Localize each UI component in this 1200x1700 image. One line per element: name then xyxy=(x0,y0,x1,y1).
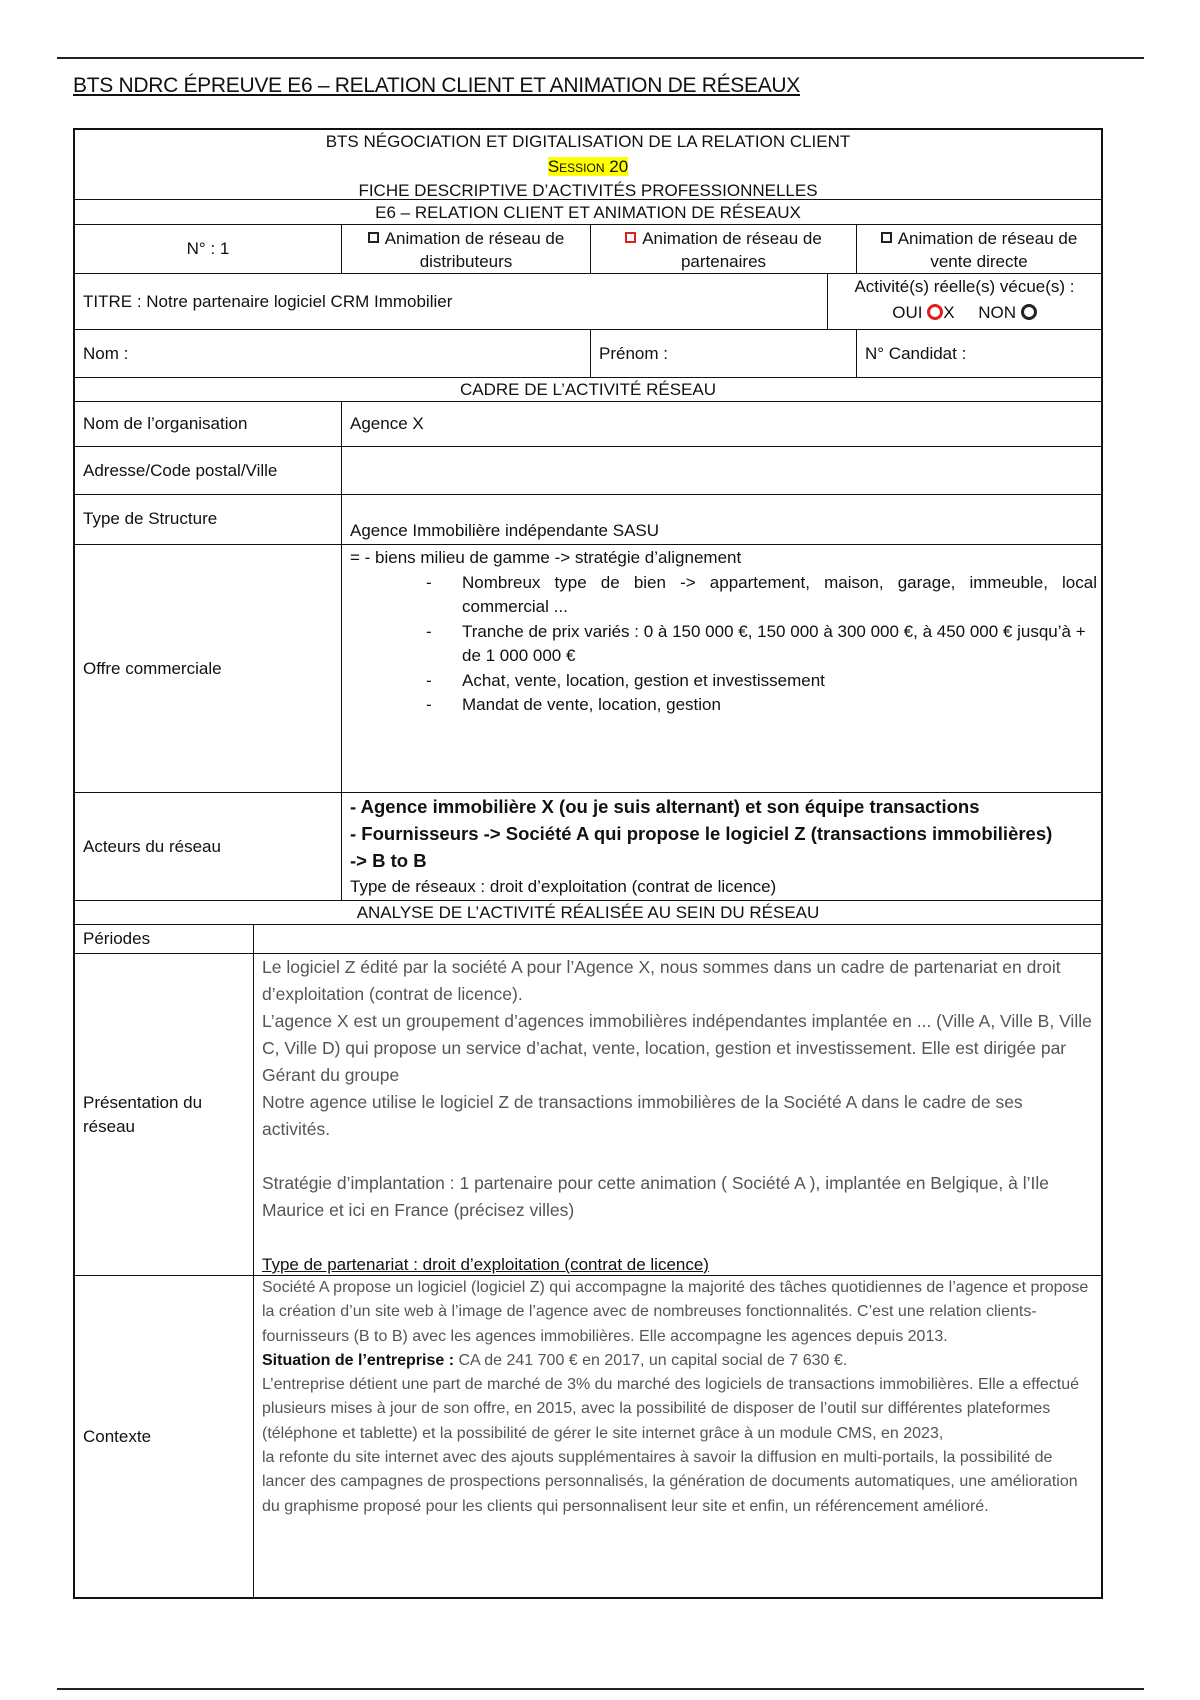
structure-row xyxy=(75,494,1101,544)
nom-field: Nom : xyxy=(83,343,129,363)
presentation-paragraph: Le logiciel Z édité par la société A pour l’Agence X, nous sommes dans un cadre de partenariat en droit d’exploitation (contrat de licence). xyxy=(262,957,1061,1004)
option-distributeurs[interactable] xyxy=(341,225,590,273)
acteurs-content xyxy=(341,793,1101,900)
session-label: Session 20 xyxy=(547,156,629,176)
list-item: - Achat, vente, location, gestion et investissement xyxy=(462,669,1097,694)
presentation-content xyxy=(253,954,1101,1275)
bottom-rule xyxy=(57,1688,1144,1690)
periodes-value xyxy=(253,925,1101,953)
header-line-4: E6 – RELATION CLIENT ET ANIMATION DE RÉSEAUX xyxy=(375,203,801,222)
option-label: Animation de réseau de vente directe xyxy=(897,229,1078,271)
offre-row xyxy=(75,544,1101,792)
checkbox-icon[interactable] xyxy=(625,232,636,243)
organisation-label: Nom de l’organisation xyxy=(83,414,248,433)
contexte-paragraph: L’entreprise détient une part de marché de 3% du marché des logiciels de transactions immobilières. Elle a effectué plusieurs mises à jour de son offre, en 2015, avec la possibilité de disposer de l’outil sur différentes plateformes (téléphone et tablette) et la possibilité de gérer le site internet grâce à un module CMS, en 2023, xyxy=(262,1376,1080,1442)
list-item: - Nombreux type de bien -> appartement, maison, garage, immeuble, local commercial ... xyxy=(462,571,1097,620)
contexte-row xyxy=(75,1275,1101,1597)
list-item: - Mandat de vente, location, gestion xyxy=(462,693,1097,718)
acteurs-line: -> B to B xyxy=(350,850,427,871)
header-line-1: BTS NÉGOCIATION ET DIGITALISATION DE LA RELATION CLIENT xyxy=(325,132,851,151)
oui-label: OUI xyxy=(892,303,923,322)
type-value: Agence Immobilière indépendante SASU xyxy=(341,495,1101,544)
contexte-content xyxy=(253,1276,1101,1597)
adresse-row xyxy=(75,446,1101,494)
presentation-paragraph: L’agence X est un groupement d’agences immobilières indépendantes implantée en ... (Ville A, Ville B, Ville C, Ville D) qui propose un service d’achat, vente, location, gestion et investissement. Elle est dirigée par Gérant du groupe xyxy=(262,1011,1092,1085)
periodes-row xyxy=(75,924,1101,953)
activity-sheet xyxy=(73,128,1103,1599)
presentation-paragraph: Notre agence utilise le logiciel Z de transactions immobilières de la Société A dans le cadre de ses activités. xyxy=(262,1092,1023,1139)
contexte-paragraph: Société A propose un logiciel (logiciel Z) qui accompagne la majorité des tâches quotidiennes de l’agence et propose la création d’un site web à l’image de l’agence avec de nombreuses fonctionnalités. C’est une relation clients-fournisseurs (B to B) avec les agences immobilières. Elle accompagne les agences depuis 2013. xyxy=(262,1279,1089,1345)
checkbox-icon[interactable] xyxy=(368,232,379,243)
contexte-paragraph: la refonte du site internet avec des ajouts supplémentaires à savoir la diffusion en multi-portails, la possibilité de lancer des campagnes de prospections personnalisés, la génération de documents automatiques, une amélioration du graphisme proposé pour les clients qui personnalisent leur site et enfin, un référencement amélioré. xyxy=(262,1449,1078,1515)
activite-label: Activité(s) réelle(s) vécue(s) : xyxy=(854,277,1075,296)
radio-circle-icon[interactable] xyxy=(927,304,943,320)
option-vente-directe[interactable] xyxy=(856,225,1101,273)
offre-list xyxy=(350,571,1097,718)
cadre-title: CADRE DE L’ACTIVITÉ RÉSEAU xyxy=(459,380,716,399)
activite-mark: X xyxy=(943,303,955,322)
top-rule xyxy=(57,57,1144,59)
identity-row xyxy=(75,329,1101,377)
periodes-label: Périodes xyxy=(83,929,151,948)
titre-row xyxy=(75,273,1101,329)
acteurs-line: - Fournisseurs -> Société A qui propose le logiciel Z (transactions immobilières) xyxy=(350,823,1053,844)
acteurs-type: Type de réseaux : droit d’exploitation (contrat de licence) xyxy=(350,877,777,896)
page-title: BTS NDRC ÉPREUVE E6 – RELATION CLIENT ET ANIMATION DE RÉSEAUX xyxy=(73,74,800,97)
acteurs-line: - Agence immobilière X (ou je suis alternant) et son équipe transactions xyxy=(350,796,980,817)
options-row xyxy=(75,224,1101,273)
titre-text: TITRE : Notre partenaire logiciel CRM Immobilier xyxy=(83,291,453,311)
non-label: NON xyxy=(978,303,1016,322)
situation-value: CA de 241 700 € en 2017, un capital social de 7 630 €. xyxy=(454,1351,848,1369)
presentation-label: Présentation du réseau xyxy=(83,1092,203,1136)
checkbox-icon[interactable] xyxy=(881,232,892,243)
activite-box xyxy=(827,274,1101,329)
contexte-label: Contexte xyxy=(83,1426,152,1446)
situation-label: Situation de l’entreprise : xyxy=(262,1351,455,1369)
offre-intro: = - biens milieu de gamme -> stratégie d’alignement xyxy=(350,548,742,567)
type-label: Type de Structure xyxy=(83,509,218,528)
option-label: Animation de réseau de partenaires xyxy=(642,229,822,271)
option-partenaires[interactable] xyxy=(590,225,856,273)
header-line-3: FICHE DESCRIPTIVE D’ACTIVITÉS PROFESSIONNELLES xyxy=(358,181,818,200)
adresse-value xyxy=(341,447,1101,494)
organisation-value: Agence X xyxy=(341,402,1101,446)
sheet-header xyxy=(75,130,1101,199)
presentation-paragraph: Stratégie d’implantation : 1 partenaire pour cette animation ( Société A ), implantée en Belgique, à l’Ile Maurice et ici en France (précisez villes) xyxy=(262,1173,1049,1220)
adresse-label: Adresse/Code postal/Ville xyxy=(83,460,278,480)
offre-content xyxy=(341,545,1101,792)
radio-circle-icon[interactable] xyxy=(1021,304,1037,320)
number-label: N° : 1 xyxy=(186,239,230,258)
partenariat-type: Type de partenariat : droit d’exploitation (contrat de licence) xyxy=(262,1255,709,1274)
analyse-title: ANALYSE DE L’ACTIVITÉ RÉALISÉE AU SEIN DU RÉSEAU xyxy=(356,903,820,922)
prenom-field: Prénom : xyxy=(590,330,856,377)
candidat-field: N° Candidat : xyxy=(856,330,1101,377)
organisation-row xyxy=(75,401,1101,446)
presentation-row xyxy=(75,953,1101,1275)
list-item: - Tranche de prix variés : 0 à 150 000 €, 150 000 à 300 000 €, à 450 000 € jusqu’à + de 1 000 000 € xyxy=(462,620,1097,669)
option-label: Animation de réseau de distributeurs xyxy=(384,229,565,271)
offre-label: Offre commerciale xyxy=(83,658,222,678)
acteurs-label: Acteurs du réseau xyxy=(83,836,221,856)
acteurs-row xyxy=(75,792,1101,900)
